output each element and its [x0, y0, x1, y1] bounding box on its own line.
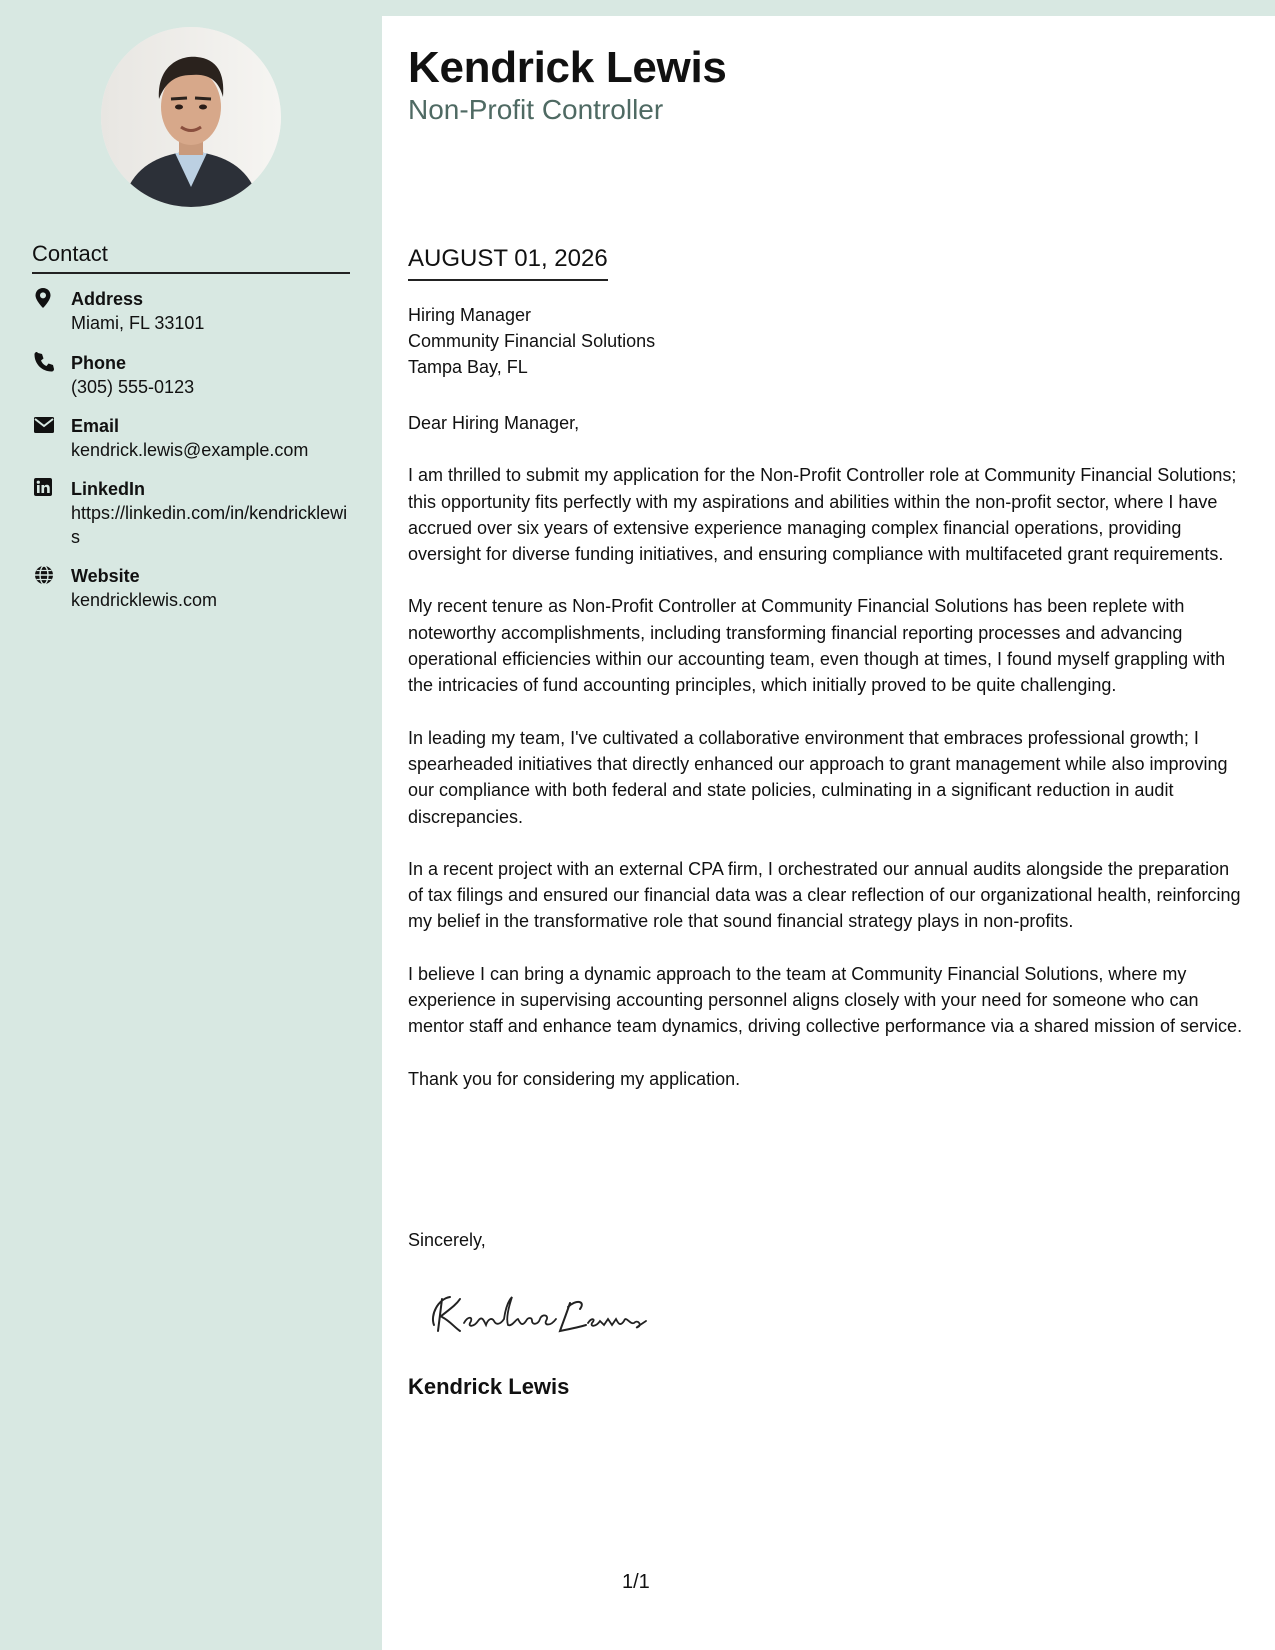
sidebar [0, 0, 382, 1650]
contact-heading: Contact [32, 240, 350, 274]
address-value: Miami, FL 33101 [71, 313, 205, 333]
paragraph: I believe I can bring a dynamic approach to the team at Community Financial Solutions, where my experience in supervising accounting personnel aligns closely with your need for someone who can mentor staff and enhance team dynamics, driving collective performance via a shared mission of service. [408, 963, 1243, 1037]
envelope-icon [34, 415, 54, 435]
linkedin-icon [34, 478, 54, 498]
linkedin-label: LinkedIn [71, 479, 146, 499]
recipient-block [408, 302, 655, 380]
website-label: Website [71, 566, 140, 586]
website-value[interactable]: kendricklewis.com [71, 590, 218, 610]
signer-name: Kendrick Lewis [408, 1374, 570, 1399]
map-pin-icon [34, 288, 54, 308]
recipient-line: Tampa Bay, FL [408, 357, 528, 377]
phone-icon [34, 352, 54, 372]
phone-value: (305) 555-0123 [71, 377, 195, 397]
paragraph: I am thrilled to submit my application for the Non-Profit Controller role at Community Financial Solutions; this opportunity fits perfectly with my aspirations and abilities within the non-profit sector, where I have accrued over six years of extensive experience managing complex financial operations, providing oversight for diverse funding initiatives, and ensuring compliance with multifaceted grant requirements. [408, 465, 1237, 565]
page-number: 1/1 [622, 1571, 650, 1593]
salutation: Dear Hiring Manager, [408, 413, 580, 433]
recipient-line: Hiring Manager [408, 305, 532, 325]
globe-icon [34, 565, 54, 585]
applicant-name: Kendrick Lewis [408, 43, 727, 92]
address-label: Address [71, 289, 144, 309]
paragraph: In a recent project with an external CPA firm, I orchestrated our annual audits alongside the preparation of tax filings and ensured our financial data was a clear reflection of our organizational health, reinforcing my belief in the transformative role that sound financial strategy plays in non-profits. [408, 858, 1241, 932]
avatar [101, 27, 281, 207]
applicant-title: Non-Profit Controller [408, 94, 664, 125]
closing: Sincerely, [408, 1230, 486, 1250]
letter-body [408, 410, 1248, 1118]
email-label: Email [71, 416, 120, 436]
phone-label: Phone [71, 353, 127, 373]
email-value[interactable]: kendrick.lewis@example.com [71, 440, 309, 460]
signature-image [420, 1285, 660, 1341]
paragraph: My recent tenure as Non-Profit Controller at Community Financial Solutions has been replete with noteworthy accomplishments, including transforming financial reporting processes and advancing operational efficiencies within our accounting team, even though at times, I found myself grappling with the intricacies of fund accounting principles, which initially proved to be quite challenging. [408, 596, 1226, 696]
letter-date: AUGUST 01, 2026 [408, 243, 608, 281]
paragraph: In leading my team, I've cultivated a collaborative environment that embraces professional growth; I spearheaded initiatives that directly enhanced our approach to grant management while also improving our compliance with both federal and state policies, culminating in a significant reduction in audit discrepancies. [408, 727, 1228, 827]
paragraph: Thank you for considering my application. [408, 1068, 741, 1089]
recipient-line: Community Financial Solutions [408, 331, 656, 351]
linkedin-value[interactable]: https://linkedin.com/in/kendricklewis [71, 503, 348, 547]
